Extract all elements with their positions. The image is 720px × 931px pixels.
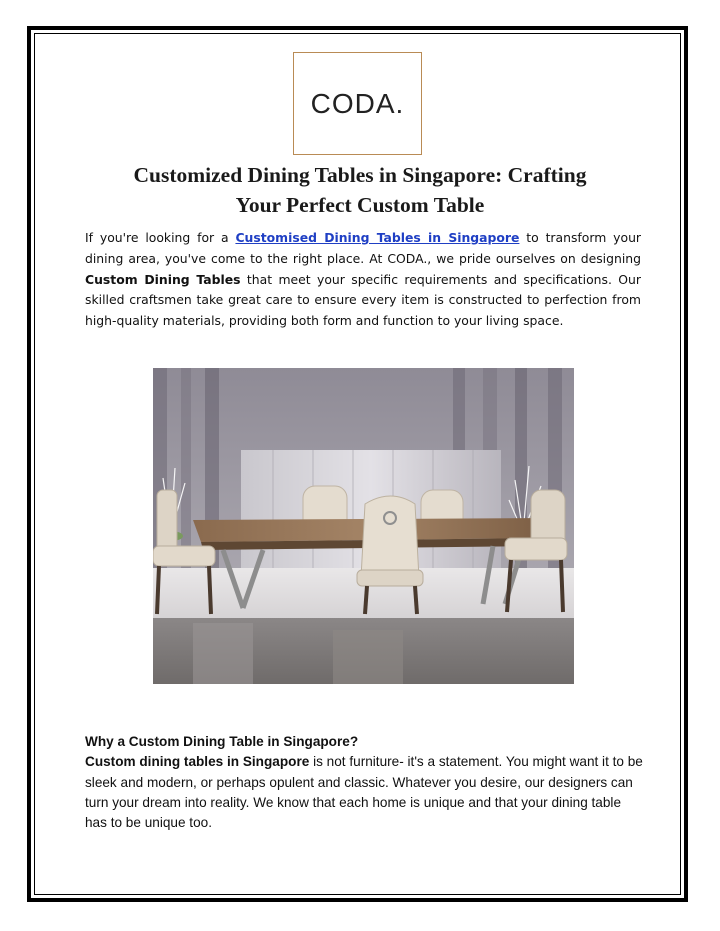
intro-text-middle: to transform your dining area, you've come to the right place. At CODA., we pride ourselves on designing [85,230,642,266]
title-line-1: Customized Dining Tables in Singapore: Crafting [133,163,587,187]
intro-paragraph [85,228,641,332]
intro-bold-phrase: Custom Dining Tables [85,271,241,287]
section-body-text: is not furniture- it's a statement. You might want it to be sleek and modern, or perhaps opulent and classic. Whatever you desire, our designers can turn your dream into reality. We know that each home is unique and that your dining table has to be unique too. [85,754,643,831]
title-line-2: Your Perfect Custom Table [235,193,485,217]
page-title [90,160,630,220]
section-heading: Why a Custom Dining Table in Singapore? [85,734,359,749]
customised-dining-tables-link[interactable]: Customised Dining Tables in Singapore [235,230,520,245]
why-custom-section [85,732,645,833]
section-body [85,752,645,833]
intro-text-end: that meet your specific requirements and specifications. Our skilled craftsmen take great care to ensure every item is constructed to perfection from high-quality materials, providing both form and function to your living space. [85,271,642,329]
coda-logo [293,52,422,155]
section-bold-lead: Custom dining tables in Singapore [85,754,310,770]
dining-room-photo [153,368,574,684]
intro-text-start: If you're looking for a [85,230,236,245]
logo-text: CODA. [310,87,405,119]
